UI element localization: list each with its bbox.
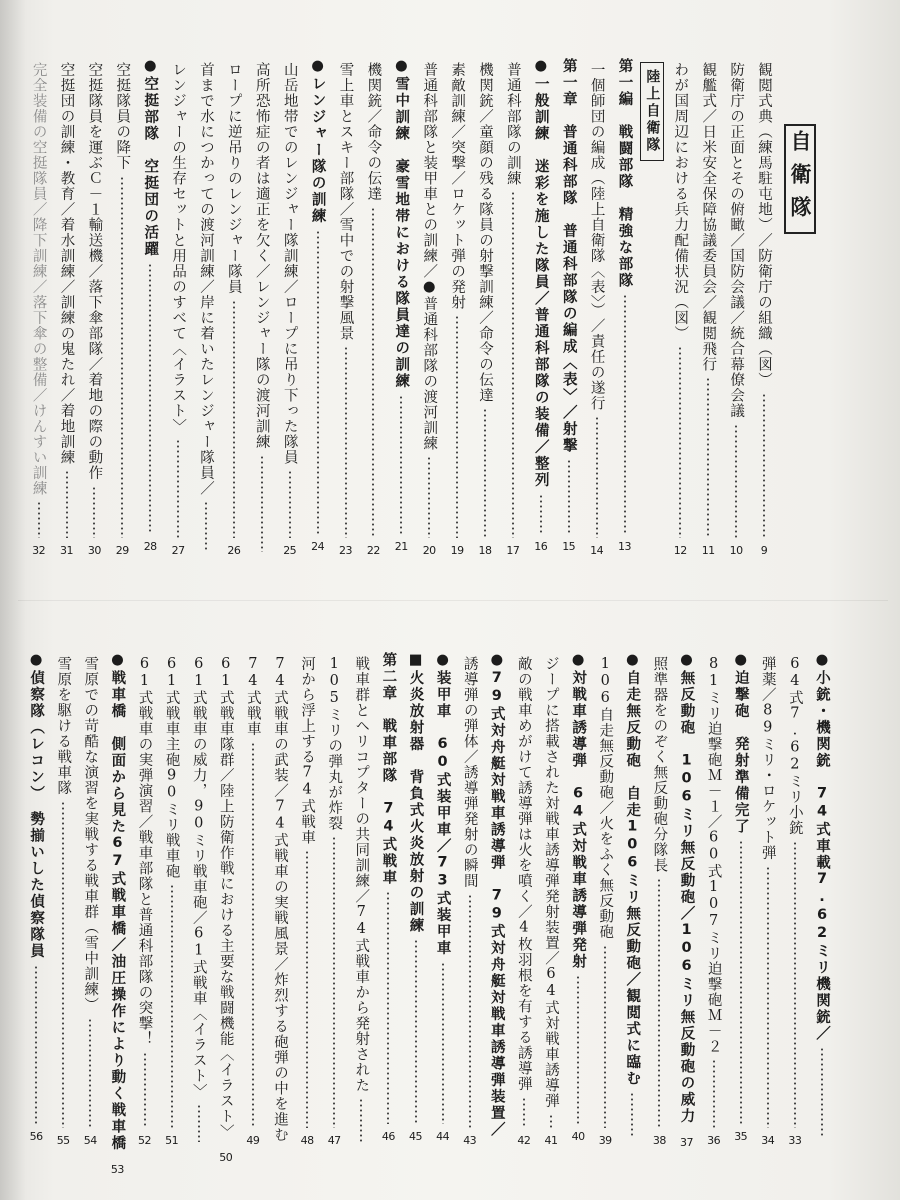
toc-page-number: 52 — [138, 1134, 151, 1147]
toc-entry-text: ●小銃・機関銃 74式車載7.62ミリ機関銃／ — [814, 652, 830, 1042]
toc-entry — [50, 656, 76, 1148]
toc-entry-text: ジープに搭載された対戦車誘導弾発射装置／64式対戦車誘導弾 — [543, 656, 559, 1109]
dot-leader — [428, 456, 430, 538]
dot-leader — [252, 742, 254, 1129]
toc-entry-text: 105ミリの弾丸が炸裂 — [326, 656, 343, 831]
dot-leader — [707, 377, 709, 538]
dot-leader — [540, 494, 542, 535]
toc-page-number: 11 — [701, 544, 715, 557]
toc-page-number: 32 — [32, 544, 46, 557]
dot-leader — [171, 884, 173, 1128]
dot-leader — [198, 1104, 200, 1142]
toc-page-number: 34 — [761, 1134, 775, 1147]
toc-page-number: 15 — [562, 540, 576, 553]
toc-page-number: 21 — [394, 540, 408, 553]
dot-leader — [38, 501, 40, 538]
toc-page-number: 28 — [143, 540, 157, 553]
toc-entry-text: レンジャーの生存セットと用品のすべて〈イラスト〉 — [170, 62, 187, 434]
toc-entry — [375, 652, 401, 1144]
dot-leader — [442, 962, 444, 1125]
toc-page-number: 46 — [381, 1130, 395, 1143]
toc-entry-text: 機関銃／命令の伝達 — [365, 62, 382, 202]
dot-leader — [631, 1092, 633, 1138]
toc-entry-text: 高所恐怖症の者は適正を欠く／レンジャー隊の渡河訓練 — [253, 62, 270, 450]
toc-entry-text: 機関銃／童顔の残る隊員の射撃訓練／命令の伝達 — [477, 62, 493, 403]
toc-entry — [165, 62, 191, 558]
toc-page-number: 17 — [506, 544, 520, 557]
dot-leader — [679, 346, 681, 538]
toc-page-number: 37 — [680, 1135, 693, 1149]
toc-page-number: 43 — [463, 1134, 477, 1147]
toc-entry-text: 61式戦車隊群／陸上防衛作戦における主要な戦闘機能〈イラスト〉 — [217, 656, 234, 1140]
toc-entry-text: 雪原を駆ける戦車隊 — [55, 656, 72, 796]
toc-entry-text: 61式戦車主砲90ミリ戦車砲 — [163, 656, 180, 879]
toc-entry — [584, 62, 610, 558]
dot-leader — [372, 207, 374, 539]
dot-leader — [735, 424, 737, 539]
toc-page-number: 23 — [339, 544, 352, 557]
toc-entry-text: 第一章 普通科部隊 普通科部隊の編成〈表〉／射撃 — [560, 58, 577, 454]
toc-entry-text: 81ミリ迫撃砲Ｍ－１／60式107ミリ迫撃砲Ｍ－２ — [705, 656, 722, 1054]
toc-page-number: 13 — [618, 540, 631, 553]
toc-entry-text: ●レンジャー隊の訓練 — [309, 58, 326, 225]
toc-page-number: 19 — [450, 544, 464, 557]
toc-entry — [565, 652, 591, 1144]
dot-leader — [596, 416, 598, 538]
toc-entry — [538, 656, 564, 1148]
dot-leader — [333, 836, 335, 1128]
toc-entry — [701, 656, 727, 1148]
dot-leader — [604, 945, 606, 1129]
toc-entry — [472, 62, 498, 558]
toc-entry — [221, 62, 247, 558]
dot-leader — [89, 1018, 91, 1129]
toc-page-number: 30 — [87, 544, 101, 557]
toc-entry — [782, 656, 808, 1148]
toc-page-number: 10 — [729, 544, 743, 557]
toc-page-number: 53 — [110, 1162, 124, 1176]
dot-leader — [821, 1047, 823, 1138]
dot-leader — [523, 1097, 525, 1129]
toc-entry — [755, 656, 781, 1148]
dot-leader — [415, 939, 417, 1124]
toc-page-number: 20 — [422, 544, 436, 557]
dot-leader — [261, 455, 263, 553]
dot-leader — [624, 294, 626, 534]
toc-entry-text: ●戦車橋 側面から見た67式戦車橋／油圧操作により動く戦車橋 — [109, 652, 126, 1152]
toc-entry-text: 誘導弾の弾体／誘導弾発射の瞬間 — [461, 656, 478, 889]
toc-entry-text: ●自走無反動砲 自走106ミリ無反動砲／観閲式に臨む — [624, 652, 641, 1087]
toc-entry-text: 防衛庁の正面とその俯瞰／国防会議／統合幕僚会議 — [728, 62, 745, 419]
toc-entry-text: 雪原での苛酷な演習を実戦する戦車群（雪中訓練） — [82, 656, 99, 1013]
toc-entry — [305, 58, 331, 554]
toc-entry — [294, 656, 320, 1148]
toc-page-number: 41 — [544, 1134, 558, 1147]
toc-entry — [751, 62, 777, 558]
toc-entry-text: 第二章 戦車部隊 74式戦車 — [380, 652, 397, 886]
toc-entry — [592, 656, 618, 1148]
toc-entry — [639, 62, 665, 161]
toc-entry-text: 弾薬／89ミリ・ロケット弾 — [759, 656, 776, 861]
toc-entry — [109, 62, 135, 558]
dot-leader — [767, 866, 769, 1129]
toc-entry — [193, 62, 219, 558]
toc-entry-text: ●装甲車 60式装甲車／73式装甲車 — [434, 652, 451, 957]
toc-entry-text: 敵の戦車めがけて誘導弾は火を噴く／4枚羽根を有する誘導弾 — [515, 656, 532, 1092]
toc-entry — [321, 656, 347, 1148]
toc-entry — [213, 656, 239, 1164]
toc-entry — [619, 652, 645, 1144]
toc-entry-text: 照準器をのぞく無反動砲分隊長 — [651, 656, 668, 873]
toc-entry — [484, 652, 510, 1144]
toc-page-number: 38 — [652, 1134, 666, 1147]
dot-leader — [35, 965, 37, 1124]
toc-entry-text: 61式戦車の威力，90ミリ戦車砲／61式戦車〈イラスト〉 — [190, 656, 207, 1099]
toc-entry — [267, 656, 293, 1148]
toc-entry — [277, 62, 303, 558]
dot-leader — [289, 470, 291, 538]
dot-leader — [400, 395, 402, 535]
section-divider — [18, 600, 888, 601]
toc-entry-text: 普通科部隊の訓練 — [504, 62, 521, 186]
toc-entry — [26, 62, 52, 558]
dot-leader — [345, 346, 347, 538]
toc-page-number: 51 — [165, 1134, 179, 1147]
toc-entry — [104, 652, 130, 1176]
toc-page-number: 50 — [219, 1150, 233, 1164]
toc-entry-text: 空挺団の訓練・教育／着水訓練／訓練の鬼たれ／着地訓練 — [58, 62, 75, 465]
toc-page-number: 55 — [56, 1134, 70, 1147]
toc-entry — [416, 62, 442, 558]
toc-entry — [23, 652, 49, 1144]
toc-entry — [333, 62, 359, 558]
toc-page-number: 12 — [673, 544, 687, 557]
toc-entry — [667, 62, 693, 558]
toc-entry — [132, 656, 158, 1148]
dot-leader — [66, 470, 68, 538]
toc-page-number: 31 — [60, 544, 73, 557]
toc-page-number: 40 — [571, 1130, 585, 1143]
dot-leader — [205, 501, 207, 552]
toc-entry-text: 74式戦車の武装／74式戦車の実戦風景／炸烈する砲弾の中を進む — [272, 656, 288, 1143]
dot-leader — [93, 486, 95, 539]
toc-page-number: 36 — [707, 1134, 721, 1147]
dot-leader — [740, 840, 742, 1124]
toc-entry-text: 戦車群とヘリコプターの共同訓練／74式戦車から発射された — [353, 656, 370, 1093]
toc-entry — [728, 652, 754, 1144]
toc-entry-text: ●雪中訓練 豪雪地帯における隊員達の訓練 — [393, 58, 410, 390]
part-heading: 陸上自衛隊 — [640, 62, 664, 161]
toc-entry — [240, 656, 266, 1148]
toc-entry — [159, 656, 185, 1148]
dot-leader — [387, 891, 389, 1124]
toc-entry — [457, 656, 483, 1148]
toc-entry-text: 第一編 戦闘部隊 精強な部隊 — [616, 58, 633, 289]
dot-leader — [62, 801, 64, 1129]
toc-entry-text: 61式戦車の実弾演習／戦車部隊と普通科部隊の突撃！ — [136, 656, 153, 1047]
dot-leader — [713, 1059, 715, 1128]
toc-page-number: 42 — [517, 1134, 531, 1147]
toc-entry-text: 空挺隊員の降下 — [114, 62, 131, 171]
dot-leader — [763, 393, 765, 539]
toc-entry — [77, 656, 103, 1148]
toc-entry — [137, 58, 163, 554]
toc-entry — [500, 62, 526, 558]
toc-entry-text: 首まで水につかっての渡河訓練／岸に着いたレンジャー隊員／ — [198, 62, 214, 496]
dot-leader — [794, 841, 796, 1129]
toc-page-number: 14 — [590, 544, 604, 557]
toc-entry-text: 空挺隊員を運ぶＣ－１輸送機／落下傘部隊／着地の際の動作 — [86, 62, 103, 481]
dot-leader — [550, 1114, 552, 1129]
toc-page-number: 35 — [734, 1130, 748, 1143]
toc-page-number: 25 — [283, 544, 297, 557]
toc-entry — [54, 62, 80, 558]
toc-entry-text: ●対戦車誘導弾 64式対戦車誘導弾発射 — [570, 652, 587, 970]
toc-page-number: 16 — [534, 540, 548, 553]
toc-entry — [695, 62, 721, 558]
toc-entry-text: 素敵訓練／突撃／ロケット弾の発射 — [449, 62, 466, 310]
toc-entry — [612, 58, 638, 554]
toc-page-number: 26 — [227, 544, 241, 557]
toc-entry-text: ロープに逆吊りのレンジャー隊員 — [225, 62, 242, 295]
toc-entry-text: 106自走無反動砲／火をふく無反動砲 — [597, 656, 614, 940]
dot-leader — [469, 894, 471, 1129]
toc-entry — [348, 656, 374, 1148]
dot-leader — [177, 439, 179, 538]
toc-entry-text: 完全装備の空挺隊員／降下訓練／落下傘の整備／けんすい訓練 — [30, 62, 47, 496]
toc-entry — [444, 62, 470, 558]
dot-leader — [233, 300, 235, 539]
toc-entry-text: 観閲式典（練馬駐屯地）／防衛庁の組織（図） — [756, 62, 772, 388]
toc-entry-text: 雪上車とスキー部隊／雪中での射撃風景 — [337, 62, 354, 341]
toc-entry-text: 観艦式／日米安全保障協議委員会／観閲飛行 — [700, 62, 717, 372]
toc-page-number: 33 — [788, 1134, 802, 1147]
toc-entry — [430, 652, 456, 1144]
dot-leader — [484, 408, 486, 538]
dot-leader — [360, 1098, 362, 1142]
toc-entry-text: ●79式対舟艇対戦車誘導弾 79式対舟艇対戦車誘導弾装置／ — [488, 652, 505, 1138]
dot-leader — [577, 975, 579, 1124]
toc-entry-text: 74式戦車 — [244, 656, 261, 737]
toc-entry-text: 64式7.62ミリ小銃 — [786, 656, 803, 836]
toc-entry-text: 一個師団の編成（陸上自衛隊〈表〉）／責任の遂行 — [588, 62, 605, 412]
dot-leader — [317, 230, 319, 535]
dot-leader — [658, 878, 660, 1128]
toc-entry — [723, 62, 749, 558]
toc-page-number: 24 — [311, 540, 325, 553]
toc-page-number: 56 — [29, 1130, 43, 1143]
toc-entry-text: ●無反動砲 106ミリ無反動砲／106ミリ無反動砲の威力 — [678, 652, 695, 1125]
toc-page-number: 27 — [171, 544, 185, 557]
toc-page-number: 29 — [115, 544, 129, 557]
toc-entry-text: ●空挺部隊 空挺団の活躍 — [142, 58, 159, 258]
toc-page-number: 45 — [409, 1130, 422, 1143]
toc-entry — [674, 652, 700, 1149]
toc-entry-text: ●迫撃砲 発射準備完了 — [732, 652, 749, 835]
toc-entry-text: ●一般訓練 迷彩を施した隊員／普通科部隊の装備／整列 — [532, 58, 549, 489]
dot-leader — [144, 1052, 146, 1129]
toc-entry — [388, 58, 414, 554]
toc-entry-text: ■火炎放射器 背負式火炎放射の訓練 — [407, 652, 424, 934]
toc-entry — [81, 62, 107, 558]
dot-leader — [121, 176, 123, 539]
toc-page-number: 47 — [327, 1134, 341, 1147]
toc-page-number: 22 — [366, 544, 380, 557]
section-title: 自衛隊 — [784, 124, 816, 234]
toc-page-number: 44 — [436, 1130, 450, 1143]
dot-leader — [306, 850, 308, 1128]
toc-entry — [360, 62, 386, 558]
toc-page-number: 49 — [246, 1134, 260, 1147]
toc-page-number: 48 — [300, 1134, 314, 1147]
toc-entry — [403, 652, 429, 1144]
toc-entry — [249, 62, 275, 558]
toc-page-number: 9 — [760, 544, 768, 557]
dot-leader — [149, 263, 151, 535]
dot-leader — [512, 191, 514, 538]
toc-entry — [528, 58, 554, 554]
toc-page-number: 54 — [83, 1134, 97, 1147]
dot-leader — [568, 459, 570, 534]
toc-entry — [511, 656, 537, 1148]
toc-entry-text: ●偵察隊（レコン） 勢揃いした偵察隊員 — [28, 652, 45, 960]
toc-entry-text: 河から浮上する74式戦車 — [299, 656, 316, 845]
toc-entry-text: 普通科部隊と装甲車との訓練／●普通科部隊の渡河訓練 — [421, 62, 438, 451]
toc-entry — [186, 656, 212, 1148]
toc-entry — [809, 652, 835, 1144]
toc-entry — [646, 656, 672, 1148]
toc-entry-text: 山岳地帯でのレンジャー隊訓練／ロープに吊り下った隊員 — [281, 62, 298, 465]
toc-page-number: 18 — [478, 544, 492, 557]
toc-entry — [556, 58, 582, 554]
toc-entry-text: わが国周辺における兵力配備状況（図） — [672, 62, 689, 341]
dot-leader — [456, 315, 458, 538]
toc-page-number: 39 — [598, 1134, 612, 1147]
